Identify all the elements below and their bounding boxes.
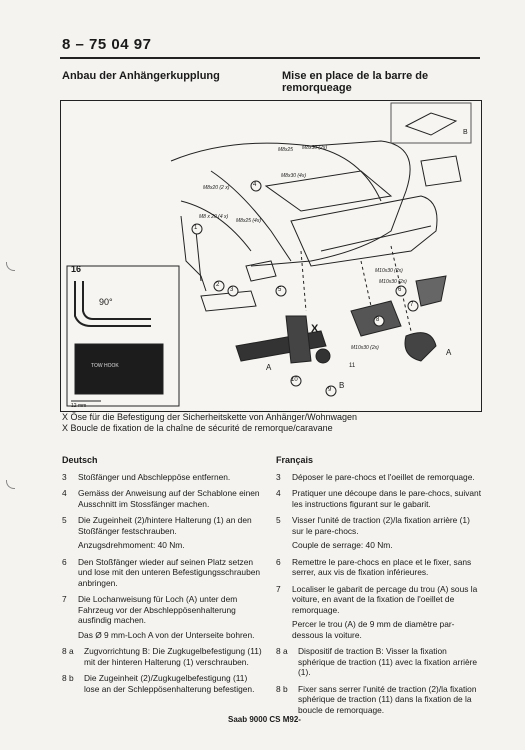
- list-item: 8 b Die Zugeinheit (2)/Zugkugelbefestigung (11) lose an der Schleppösenhalterung befestigen.: [62, 673, 255, 694]
- bolt-label: M8x25 (4x): [236, 218, 262, 224]
- bolt-label: M10x30 (2x): [379, 279, 407, 285]
- title-german: Anbau der Anhängerkupplung: [62, 70, 220, 82]
- callout-number: 1: [194, 225, 198, 231]
- list-item: 8 a Zugvorrichtung B: Die Zugkugelbefestigung (11) mit der hinteren Halterung (1) verschrauben.: [62, 646, 262, 667]
- callout-number: 3: [230, 287, 234, 293]
- bolt-label: M8 x 20 (4 x): [199, 214, 229, 220]
- list-item: 5 Visser l'unité de traction (2)/la fixation arrière (1) sur le pare-chocs.: [276, 515, 470, 536]
- callout-number: 10: [291, 377, 298, 383]
- callout-number: 7: [410, 302, 414, 308]
- caption-french: X Boucle de fixation de la chaîne de sécurité de remorque/caravane: [62, 423, 333, 433]
- title-french: Mise en place de la barre de remorqueage: [282, 70, 429, 94]
- bolt-label: M8x25: [278, 147, 294, 153]
- caption-german: X Öse für die Befestigung der Sicherheitskette von Anhänger/Wohnwagen: [62, 412, 358, 422]
- list-item: 4 Pratiquer une découpe dans le pare-chocs, suivant les instructions figurant sur le gabarit.: [276, 488, 482, 509]
- callout-number: 4: [253, 182, 257, 188]
- margin-mark: [6, 262, 15, 271]
- list-item: 5 Die Zugeinheit (2)/hintere Halterung (1) an den Stoßfänger festschrauben.: [62, 515, 252, 536]
- callout-number: 8: [376, 317, 380, 323]
- callout-number: 9: [328, 387, 332, 393]
- callout-number: 5: [278, 287, 282, 293]
- angle-label: 90°: [99, 297, 113, 307]
- bolt-label: M8x20 (2 x): [203, 185, 230, 191]
- bolt-label: M8x30 (4x): [281, 173, 307, 179]
- list-item: 6 Remettre le pare-chocs en place et le fixer, sans serrer, aux vis de fixation inférieures.: [276, 556, 472, 577]
- document-number: 8 – 75 04 97: [62, 36, 152, 53]
- german-heading: Deutsch: [62, 455, 98, 465]
- bolt-label: M10x30 (2x): [351, 345, 379, 351]
- list-item: 7 Die Lochanweisung für Loch (A) unter dem Fahrzeug vor der Abschleppösenhalterung ausfindig machen.: [62, 594, 238, 625]
- torque-note: Couple de serrage: 40 Nm.: [292, 540, 393, 550]
- list-item: 8 b Fixer sans serrer l'unité de traction (2)/la fixation sphérique de traction (11) dans la fixation de la boucle de remorquage.: [276, 683, 477, 715]
- drill-note: Percer le trou (A) de 9 mm de diamètre par-dessous la voiture.: [292, 619, 455, 640]
- list-item: 3 Déposer le pare-chocs et l'oeillet de remorquage.: [276, 471, 475, 482]
- letter-a: A: [446, 348, 452, 357]
- letter-b: B: [339, 381, 345, 390]
- list-item: 4 Gemäss der Anweisung auf der Schablone einen Ausschnitt im Stossfänger machen.: [62, 488, 260, 509]
- torque-note: Anzugsdrehmoment: 40 Nm.: [78, 540, 185, 550]
- callout-number: 6: [398, 287, 402, 293]
- french-heading: Français: [276, 455, 314, 465]
- installation-figure: [60, 100, 482, 412]
- template-label: TOW HOOK: [91, 363, 119, 369]
- list-item: 6 Den Stoßfänger wieder auf seinen Platz setzen und lose mit den unteren Befestigungsschrauben anbringen.: [62, 556, 261, 588]
- bolt-label: M8x30 (2x): [302, 145, 328, 151]
- bolt-label: M10x30 (2x): [375, 268, 403, 274]
- callout-number: 11: [349, 363, 356, 369]
- header-rule: [60, 57, 480, 59]
- list-item: 8 a Dispositif de traction B: Visser la fixation sphérique de traction (11) avec la fixation arrière (1).: [276, 646, 478, 677]
- page-footer: Saab 9000 CS M92-: [228, 715, 301, 724]
- letter-a: A: [266, 363, 272, 372]
- list-item: 3 Stoßfänger und Abschleppöse entfernen.: [62, 471, 231, 482]
- german-column: [62, 455, 262, 700]
- letter-x: X: [311, 323, 319, 335]
- french-column: [276, 455, 482, 721]
- callout-number: 2: [216, 282, 220, 288]
- figure-caption: [62, 412, 482, 434]
- letter-b: B: [463, 129, 468, 136]
- detail-number: 16: [71, 264, 82, 274]
- list-item: 7 Localiser le gabarit de percage du trou (A) sous la voiture, en avant de la fixation de l'oeillet de remorquage.: [276, 583, 478, 615]
- scale-label: 12 mm: [71, 403, 87, 409]
- drill-note: Das Ø 9 mm-Loch A von der Unterseite bohren.: [78, 629, 255, 640]
- margin-mark: [6, 480, 15, 489]
